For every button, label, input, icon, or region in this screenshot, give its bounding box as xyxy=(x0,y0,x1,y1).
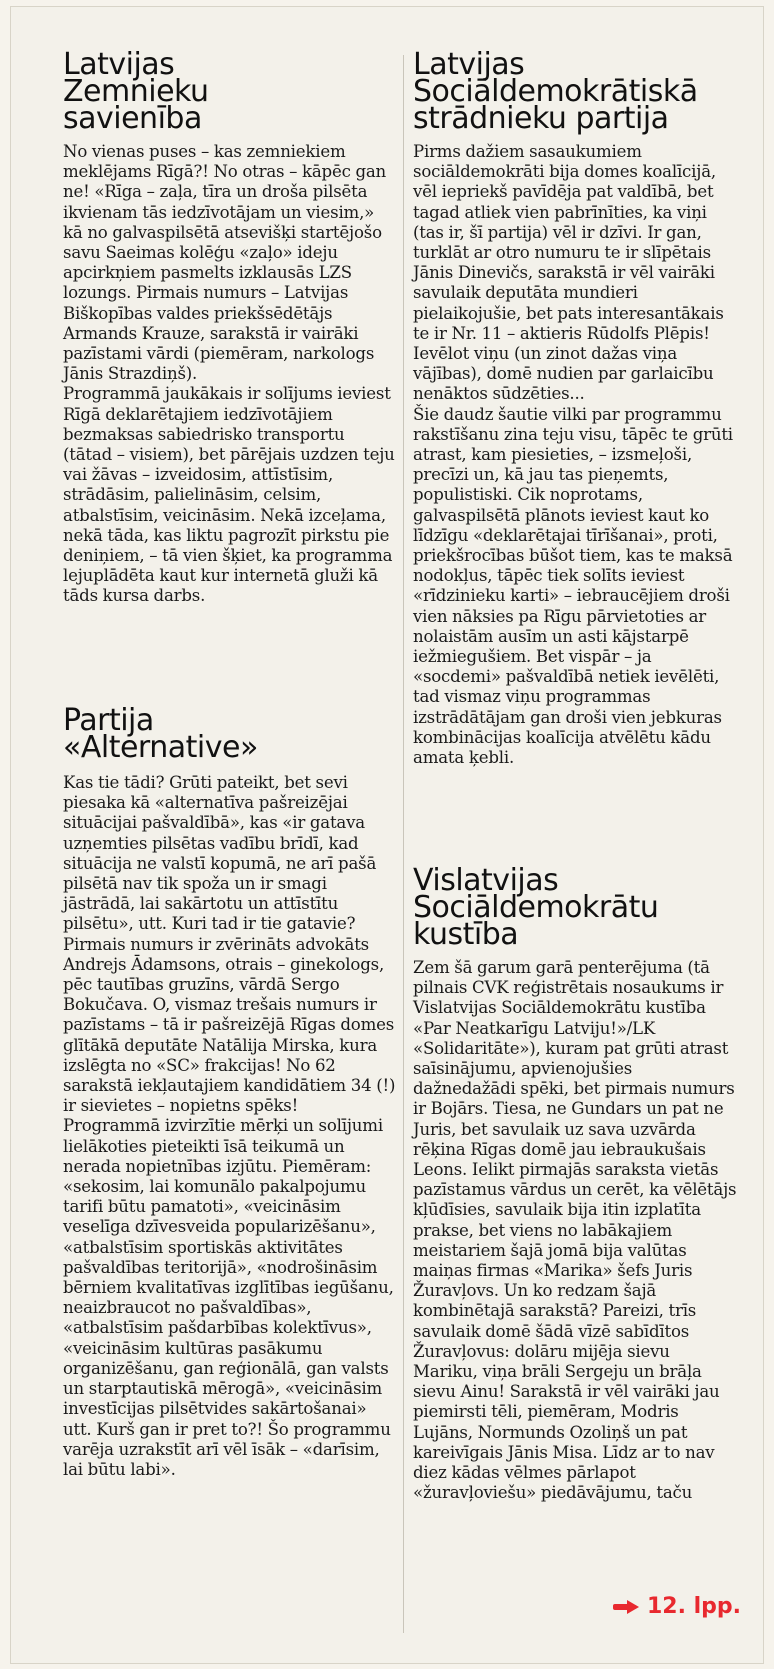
section-title-lzs: Latvijas Zemnieku savienība xyxy=(63,47,209,136)
arrow-right-icon xyxy=(613,1600,639,1614)
column-divider xyxy=(403,55,404,1633)
section-title-alternative: Partija «Alternative» xyxy=(63,703,258,765)
section-title-vsdk: Vislatvijas Sociāldemokrātu kustība xyxy=(413,863,659,952)
section-lzs xyxy=(63,47,397,607)
section-lsdsp xyxy=(413,47,739,768)
paragraph: Programmā izvirzītie mērķi un solījumi lielākoties pieteikti īsā teikumā un nerada nopietnības izjūtu. Piemēram: «sekosim, lai komunālo pakalpojumu tarifi būtu pamatoti», «veicināsim veselīga dzīvesveida popularizēšanu», «atbalstīsim sportiskās aktivitātes pašvaldības teritorijā», «nodrošināsim bērniem kvalitatīvas izglītības iegūšanu, neaizbraucot no pašvaldības», «atbalstīsim pašdarbības kolektīvus», «veicināsim kultūras pasākumu organizēšanu, gan reģionālā, gan valsts un starptautiskā mērogā», «veicināsim investīcijas pilsētvides sakārtošanai» utt. Kurš gan ir pret to?! Šo programmu varēja uzrakstīt arī vēl īsāk – «darīsim, lai būtu labi». xyxy=(63,1116,394,1479)
newspaper-page xyxy=(10,6,764,1664)
paragraph: Pirms dažiem sasaukumiem sociāldemokrāti bija domes koalīcijā, vēl iepriekš pavīdēja pat valdībā, bet tagad atliek vien pabrīnīties, ka viņi (tas ir, šī partija) vēl ir dzīvi. Ir gan, turklāt ar otro numuru te ir slīpētais Jānis Dinevičs, sarakstā ir vēl vairāki savulaik deputāta mundieri pielaikojušie, bet pats interesantākais te ir Nr. 11 – aktieris Rūdolfs Plēpis! Ievēlot viņu (un zinot dažas viņa vājības), domē nudien par garlaicību nenāktos sūdzēties... xyxy=(413,142,724,404)
continuation-link[interactable] xyxy=(613,1594,741,1619)
paragraph: Šie daudz šautie vilki par programmu rakstīšanu zina teju visu, tāpēc te grūti atrast, kam piesieties, – izsmeļoši, precīzi un, kā jau tas pieņemts, populistiski. Cik noprotams, galvaspilsētā plānots ieviest kaut ko līdzīgu «deklarētajai tīrīšanai», proti, priekšrocības būšot tiem, kas te maksā nodokļus, tāpēc tiek solīts ieviest «rīdzinieku karti» – iebraucējiem droši vien nāksies pa Rīgu pārvietoties ar nolaistām ausīm un asti kājstarpē iežmiegušiem. Bet vispār – ja «socdemi» pašvaldībā netiek ievēlēti, tad vismaz viņu programmas izstrādātājam gan droši vien jebkuras kombinācijas koalīcija atvēlētu kādu amata ķebli. xyxy=(413,404,733,768)
section-alternative xyxy=(63,703,397,1480)
section-title-lsdsp: Latvijas Sociāldemokrātiskā strādnieku partija xyxy=(413,47,698,136)
paragraph: Programmā jaukākais ir solījums ieviest Rīgā deklarētajiem iedzīvotājiem bezmaksas sabiedrisko transportu (tātad – visiem), bet pārējais uzdzen teju vai žāvas – izveidosim, attīstīsim, strādāsim, palielināsim, celsim, atbalstīsim, veicināsim. Nekā izceļama, nekā tāda, kas liktu pagrozīt pirkstu pie deniņiem, – tā vien šķiet, ka programma lejuplādēta kaut kur internetā gluži kā tāds kursa darbs. xyxy=(63,384,395,606)
paragraph: Zem šā garum garā penterējuma (tā pilnais CVK reģistrētais nosaukums ir Vislatvijas Sociāldemokrātu kustība «Par Neatkarīgu Latviju!»/LK «Solidaritāte»), kuram pat grūti atrast saīsinājumu, apvienojušies dažnedažādi spēki, bet pirmais numurs ir Bojārs. Tiesa, ne Gundars un pat ne Juris, bet savulaik uz sava uzvārda rēķina Rīgas domē jau iebraukušais Leons. Ielikt pirmajās saraksta vietās pazīstamus vārdus un cerēt, ka vēlētājs kļūdīsies, savulaik bija itin izplatīta prakse, bet viens no labākajiem meistariem šajā jomā bija valūtas maiņas firmas «Marika» šefs Juris Žuravļovs. Un ko redzam šajā kombinētajā sarakstā? Pareizi, trīs savulaik domē šādā vīzē sabīdītos Žuravļovus: dolāru mijēja sievu Mariku, viņa brāli Sergeju un brāļa sievu Ainu! Sarakstā ir vēl vairāki jau piemirsti tēli, piemēram, Modris Lujāns, Normunds Ozoliņš un pat kareivīgais Jānis Misa. Līdz ar to nav diez kādas vēlmes pārlapot «žuravļoviešu» piedāvājumu, taču xyxy=(413,958,737,1503)
section-vsdk xyxy=(413,863,739,1503)
left-column xyxy=(63,7,397,1663)
right-column xyxy=(413,7,739,1663)
paragraph: No vienas puses – kas zemniekiem meklējams Rīgā?! No otras – kāpēc gan ne! «Rīga – zaļa, tīra un droša pilsēta ikvienam tās iedzīvotājam un viesim,» kā no galvaspilsētā atsevišķi startējošo savu Saeimas kolēģu «zaļo» ideju apcirkņiem pasmelts izklausās LZS lozungs. Pirmais numurs – Latvijas Biškopības valdes priekšsēdētājs Armands Krauze, sarakstā ir vairāki pazīstami vārdi (piemēram, narkologs Jānis Strazdiņš). xyxy=(63,142,387,384)
continuation-label: 12. lpp. xyxy=(646,1594,741,1619)
paragraph: Kas tie tādi? Grūti pateikt, bet sevi piesaka kā «alternatīva pašreizējai situācijai pašvaldībā», kas «ir gatava uzņemties pilsētas vadību brīdī, kad situācija ne valstī kopumā, ne arī pašā pilsētā nav tik spoža un ir smagi jāstrādā, lai sakārtotu un attīstītu pilsētu», utt. Kuri tad ir tie gatavie? Pirmais numurs ir zvērināts advokāts Andrejs Ādamsons, otrais – ginekologs, pēc tautības gruzīns, vārdā Sergo Bokučava. O, vismaz trešais numurs ir pazīstams – tā ir pašreizējā Rīgas domes glītākā deputāte Natālija Mirska, kura izslēgta no «SC» frakcijas! No 62 sarakstā iekļautajiem kandidātiem 34 (!) ir sievietes – nopietns spēks! xyxy=(63,773,396,1116)
